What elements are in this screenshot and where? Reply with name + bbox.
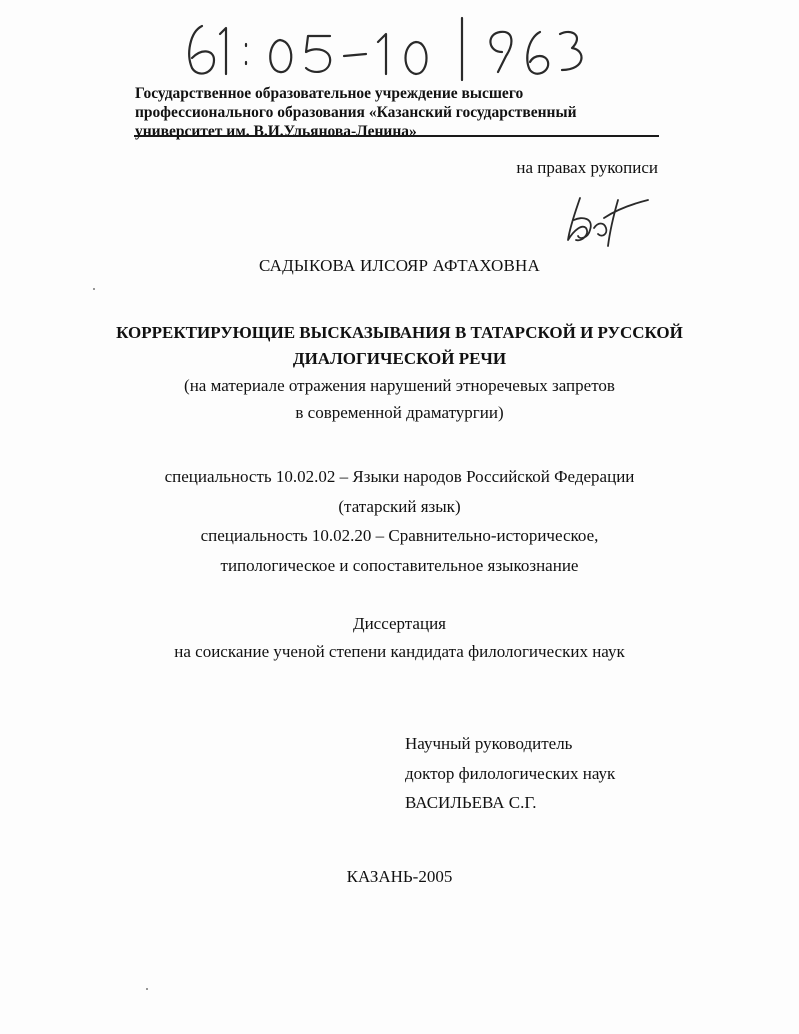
institution-name: Государственное образовательное учреждение высшего профессионального образования «Казанский государственный университет им. В.И.Ульянова-Ленина»: [135, 85, 577, 140]
degree-sought: на соискание ученой степени кандидата филологических наук: [174, 642, 625, 661]
dissertation-label: Диссертация: [352, 614, 446, 633]
specialty-line-4: типологическое и сопоставительное языкознание: [220, 555, 579, 575]
scan-speck: [146, 988, 148, 990]
subtitle-line-2: в современной драматургии): [295, 403, 504, 422]
handwritten-signature: [560, 190, 655, 250]
scan-speck: [93, 288, 95, 290]
advisor-degree: доктор филологических наук: [405, 763, 616, 783]
handwritten-archive-number: [180, 12, 600, 82]
title-line-1: КОРРЕКТИРУЮЩИЕ ВЫСКАЗЫВАНИЯ В ТАТАРСКОЙ И РУССКОЙ: [116, 323, 683, 342]
dissertation-type: [0, 610, 799, 666]
specialty-line-2: (татарский язык): [338, 496, 461, 516]
specialty-line-1: специальность 10.02.02 – Языки народов Российской Федерации: [164, 467, 635, 486]
manuscript-rights: на правах рукописи: [516, 158, 658, 177]
specialty-line-3: специальность 10.02.20 – Сравнительно-историческое,: [200, 526, 599, 545]
advisor-role: Научный руководитель: [405, 734, 573, 753]
dissertation-title: [0, 320, 799, 426]
advisor-name: ВАСИЛЬЕВА С.Г.: [405, 793, 537, 812]
header-rule: [134, 135, 659, 137]
city-year: КАЗАНЬ-2005: [346, 867, 453, 886]
author-name: САДЫКОВА ИЛСОЯР АФТАХОВНА: [258, 256, 541, 275]
scientific-advisor: [405, 729, 705, 818]
subtitle-line-1: (на материале отражения нарушений этноречевых запретов: [184, 376, 615, 395]
title-line-2: ДИАЛОГИЧЕСКОЙ РЕЧИ: [292, 349, 507, 368]
specialties: [0, 462, 799, 580]
